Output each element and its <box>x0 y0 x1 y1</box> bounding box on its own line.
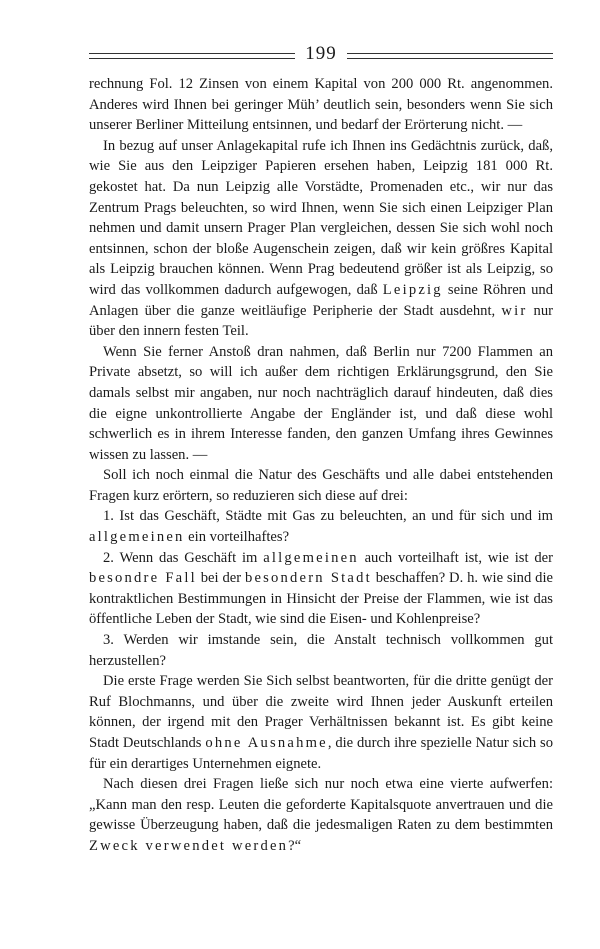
paragraph <box>89 548 553 630</box>
paragraph <box>89 342 553 466</box>
text-run: seine Röhren und Anlagen über die ganze weitläufige Peripherie der Stadt ausdehnt, <box>89 281 553 319</box>
book-page <box>89 42 553 857</box>
emphasized-text: wir <box>501 302 528 319</box>
paragraph <box>89 136 553 342</box>
paragraph <box>89 774 553 856</box>
text-run: bei der <box>196 570 245 587</box>
text-run: Wenn Sie ferner Anstoß dran nahmen, daß Berlin nur 7200 Flammen an Private absetzt, so will ich außer dem richtigen Erklärungsgrund, den Sie damals selbst mir angaben, nur noch nachträglich darauf hindeuten, daß dies die eigne unkontrollierte Angabe der Engländer ist, und daß diese wohl schwerlich es in ihrem Interesse fanden, den ganzen Umfang ihres Gewinnes wissen zu lassen. — <box>89 343 553 463</box>
text-run: ?“ <box>288 837 302 854</box>
text-run: 2. Wenn das Geschäft im <box>103 549 264 566</box>
text-run: Soll ich noch einmal die Natur des Geschäfts und alle dabei entstehenden Fragen kurz erörtern, so reduzieren sich diese auf drei: <box>89 467 553 504</box>
text-run: beschaffen? D. h. wie sind die kontraktlichen Bestimmungen in Hinsicht der Preise der Flammen, wie ist das öffentliche Leben der Stadt, wie sind die Eisen- und Kohlenpreise? <box>89 570 553 628</box>
emphasized-text: besondre Fall <box>89 570 197 587</box>
body-text <box>89 74 553 857</box>
text-run: rechnung Fol. 12 Zinsen von einem Kapital von 200 000 Rt. angenommen. Anderes wird Ihnen bei geringer Müh’ deutlich sein, besonders wenn Sie sich unserer Berliner Mitteilung entsinnen, und bedarf der Erörterung nicht. — <box>89 76 553 134</box>
text-run: 3. Werden wir imstande sein, die Anstalt technisch vollkommen gut herzustellen? <box>89 632 553 669</box>
text-run: ein vorteilhaftes? <box>184 529 290 546</box>
paragraph <box>89 465 553 506</box>
page-header <box>89 42 553 66</box>
page-number: 199 <box>305 43 337 64</box>
text-run: Nach diesen drei Fragen ließe sich nur noch etwa eine vierte aufwerfen: „Kann man den resp. Leuten die geforderte Kapitalsquote anvertrauen und die gewisse Überzeugung haben, daß die jedesmaligen Raten zu dem bestimmten <box>89 776 553 834</box>
text-run: In bezug auf unser Anlagekapital rufe ich Ihnen ins Gedächtnis zurück, daß, wie Sie aus den Leipziger Papieren ersehen haben, Leipzig 181 000 Rt. gekostet hat. Da nun Leipzig alle Vorstädte, Promenaden etc., wir nur das Zentrum Prags beleuchten, so wird Ihnen, wenn Sie sich einen Leipziger Plan nehmen und damit unsern Prager Plan vergleichen, dessen Sie sich wohl noch entsinnen, schon der bloße Augenschein zeigen, daß wir kein größres Kapital als Leipzig brauchen können. Wenn Prag bedeutend größer ist als Leipzig, so wird das vollkommen dadurch aufgewogen, daß <box>89 137 553 298</box>
text-run: nur über den innern festen Teil. <box>89 302 553 340</box>
paragraph <box>89 671 553 774</box>
emphasized-text: ohne Ausnahme <box>205 735 328 751</box>
text-run: Die erste Frage werden Sie Sich selbst beantworten, für die dritte genügt der Ruf Blochmanns, und über die zweite wird Ihnen jeder Auskunft erteilen können, der irgend mit den Prager Verhältnissen bekannt ist. Es gibt keine Stadt Deutschlands <box>89 673 553 751</box>
paragraph <box>89 630 553 671</box>
paragraph <box>89 506 553 547</box>
paragraph <box>89 74 553 136</box>
text-run: 1. Ist das Geschäft, Städte mit Gas zu beleuchten, an und für sich und im <box>103 508 553 525</box>
emphasized-text: besondern Stadt <box>245 570 372 587</box>
text-run: , die durch ihre spezielle Natur sich so für ein derartiges Unternehmen eignete. <box>89 735 553 772</box>
header-rule-left <box>89 53 295 59</box>
emphasized-text: allgemeinen <box>263 549 359 566</box>
emphasized-text: Zweck verwendet werden <box>89 837 289 854</box>
text-run: auch vorteilhaft ist, wie ist der <box>358 549 553 566</box>
header-rule-right <box>347 53 553 59</box>
emphasized-text: allgemeinen <box>89 529 185 546</box>
emphasized-text: Leipzig <box>382 281 443 298</box>
